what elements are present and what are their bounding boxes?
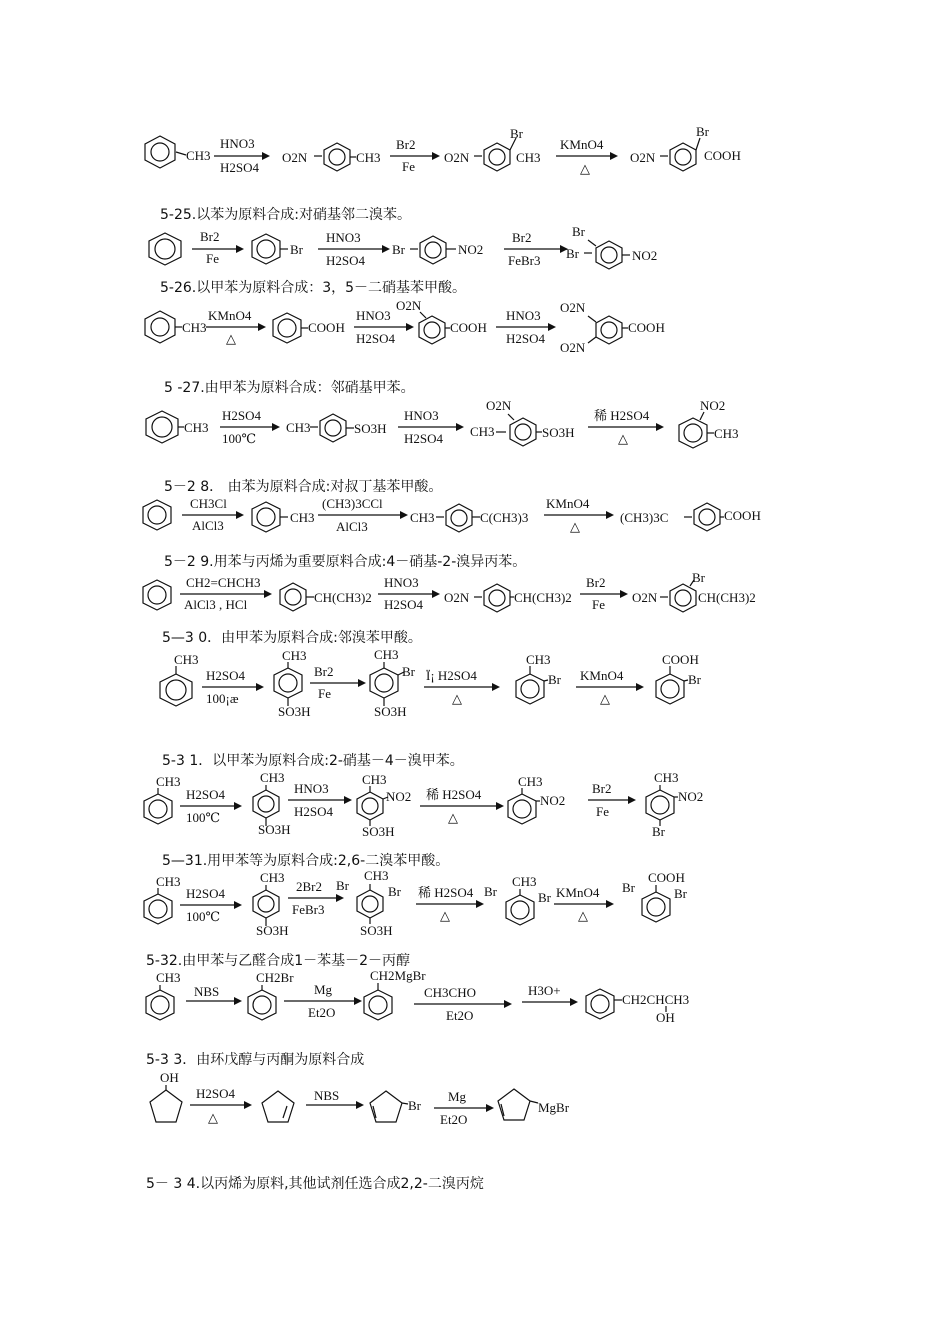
formula-label: 稀 H2SO4 bbox=[594, 408, 650, 423]
formula-label: SO3H bbox=[542, 425, 575, 440]
formula-label: CH3CHO bbox=[424, 985, 477, 1000]
formula-label: CH3 bbox=[364, 868, 389, 883]
title-5-31a: 5-3 1．以甲苯为原料合成:2-硝基－4－溴甲苯。 bbox=[162, 753, 464, 769]
formula-label: H2SO4 bbox=[404, 431, 444, 446]
reagent-h2so4: H2SO4 bbox=[220, 160, 260, 175]
scheme-5-25 bbox=[0, 225, 950, 275]
formula-label: Fe bbox=[402, 159, 415, 174]
formula-label: CH2=CHCH3 bbox=[186, 575, 261, 590]
title-5-29: 5－2 9.用苯与丙烯为重要原料合成:4－硝基-2-溴异丙苯。 bbox=[164, 554, 527, 570]
formula-label: NO2 bbox=[458, 242, 484, 257]
formula-label: △ bbox=[580, 161, 590, 176]
formula-label: SO3H bbox=[278, 704, 311, 719]
formula-label: Br bbox=[510, 126, 523, 141]
formula-label: NO2 bbox=[700, 398, 726, 413]
formula-label: CH3 bbox=[374, 647, 399, 662]
scheme-5-31b bbox=[0, 868, 950, 943]
formula-label: Fe bbox=[592, 597, 605, 612]
title-5-27: 5 -27.由甲苯为原料合成：邻硝基甲苯。 bbox=[164, 380, 415, 396]
formula-label: O2N bbox=[632, 590, 658, 605]
formula-label: HNO3 bbox=[404, 408, 439, 423]
title-5-33: 5-3 3．由环戊醇与丙酮为原料合成 bbox=[146, 1052, 365, 1068]
formula-label: COOH bbox=[308, 320, 345, 335]
formula-label: H2SO4 bbox=[222, 408, 262, 423]
formula-label: SO3H bbox=[354, 421, 387, 436]
formula-label: CH3 bbox=[518, 774, 543, 789]
formula-label: Br bbox=[408, 1098, 421, 1113]
formula-label: △ bbox=[440, 908, 450, 923]
formula-label: Mg bbox=[448, 1089, 467, 1104]
formula-label: CH3 bbox=[156, 970, 181, 985]
formula-label: △ bbox=[208, 1110, 218, 1125]
formula-label: KMnO4 bbox=[208, 308, 252, 323]
formula-label: Br bbox=[696, 124, 709, 139]
formula-label: COOH bbox=[628, 320, 665, 335]
formula-label: CH(CH3)2 bbox=[314, 590, 372, 605]
scheme-5-27 bbox=[0, 396, 950, 456]
formula-label: Br bbox=[622, 880, 635, 895]
formula-label: AlCl3 , HCl bbox=[184, 597, 248, 612]
formula-label: CH(CH3)2 bbox=[514, 590, 572, 605]
formula-label: Br2 bbox=[586, 575, 606, 590]
formula-label: 100℃ bbox=[186, 909, 221, 924]
formula-label: CH3 bbox=[156, 874, 181, 889]
formula-label: Br bbox=[548, 672, 561, 687]
formula-label: CH3 bbox=[470, 424, 495, 439]
formula-label: COOH bbox=[648, 870, 685, 885]
formula-label: 100¡æ bbox=[206, 691, 239, 706]
formula-label: COOH bbox=[724, 508, 761, 523]
formula-label: Fe bbox=[206, 251, 219, 266]
scheme-5-30 bbox=[0, 646, 950, 726]
formula-label: CH3 bbox=[184, 420, 209, 435]
formula-label: HNO3 bbox=[506, 308, 541, 323]
formula-label: Br2 bbox=[396, 137, 416, 152]
formula-label: O2N bbox=[560, 300, 586, 315]
scheme-5-28 bbox=[0, 495, 950, 545]
formula-label: 2Br2 bbox=[296, 879, 322, 894]
formula-label: H2SO4 bbox=[384, 597, 424, 612]
scheme-row1 bbox=[0, 118, 950, 188]
formula-label: Br bbox=[484, 884, 497, 899]
formula-label: CH3 bbox=[362, 772, 387, 787]
formula-label: Fe bbox=[318, 686, 331, 701]
formula-label: CH3 bbox=[654, 770, 679, 785]
title-5-26: 5-26.以甲苯为原料合成：3，5－二硝基苯甲酸。 bbox=[160, 280, 467, 296]
formula-label: COOH bbox=[450, 320, 487, 335]
formula-label: O2N bbox=[444, 590, 470, 605]
formula-label: H2SO4 bbox=[294, 804, 334, 819]
benzene-ring bbox=[145, 136, 175, 168]
formula-label: HNO3 bbox=[356, 308, 391, 323]
formula-label: CH2CHCH3 bbox=[622, 992, 690, 1007]
formula-label: CH3 bbox=[516, 150, 541, 165]
formula-label: SO3H bbox=[360, 923, 393, 938]
title-5-30: 5—3 0．由甲苯为原料合成:邻溴苯甲酸。 bbox=[162, 630, 422, 646]
formula-label: CH3 bbox=[174, 652, 199, 667]
formula-label: NO2 bbox=[540, 793, 566, 808]
title-5-25: 5-25.以苯为原料合成:对硝基邻二溴苯。 bbox=[160, 207, 411, 223]
formula-label: Br bbox=[290, 242, 303, 257]
formula-label: Br bbox=[674, 886, 687, 901]
formula-label: NO2 bbox=[386, 789, 412, 804]
formula-label: AlCl3 bbox=[192, 518, 224, 533]
formula-label: Br bbox=[402, 664, 415, 679]
formula-label: Br2 bbox=[512, 230, 532, 245]
formula-label: (CH3)3C bbox=[620, 510, 669, 525]
formula-label: 100℃ bbox=[222, 431, 257, 446]
formula-label: Br bbox=[652, 824, 665, 839]
formula-label: H2SO4 bbox=[186, 886, 226, 901]
formula-label: CH3 bbox=[714, 426, 739, 441]
formula-label: H3O+ bbox=[528, 983, 561, 998]
formula-label: △ bbox=[600, 691, 610, 706]
formula-label: O2N bbox=[486, 398, 512, 413]
formula-label: CH(CH3)2 bbox=[698, 590, 756, 605]
formula-label: COOH bbox=[704, 148, 741, 163]
formula-label: FeBr3 bbox=[508, 253, 541, 268]
formula-label: CH3Cl bbox=[190, 496, 227, 511]
formula-label: 100℃ bbox=[186, 810, 221, 825]
formula-label: Et2O bbox=[440, 1112, 468, 1127]
formula-label: MgBr bbox=[538, 1100, 570, 1115]
formula-label: (CH3)3CCl bbox=[322, 496, 383, 511]
formula-label: O2N bbox=[630, 150, 656, 165]
formula-label: KMnO4 bbox=[580, 668, 624, 683]
scheme-5-29 bbox=[0, 572, 950, 622]
formula-label: SO3H bbox=[256, 923, 289, 938]
formula-label: △ bbox=[578, 908, 588, 923]
formula-label: O2N bbox=[444, 150, 470, 165]
formula-label: KMnO4 bbox=[560, 137, 604, 152]
formula-label: △ bbox=[618, 431, 628, 446]
formula-label: CH3 bbox=[512, 874, 537, 889]
formula-label: Br bbox=[566, 246, 579, 261]
formula-label: 稀 H2SO4 bbox=[418, 885, 474, 900]
formula-label: H2SO4 bbox=[206, 668, 246, 683]
formula-label: CH3 bbox=[182, 320, 207, 335]
formula-label: NO2 bbox=[678, 789, 704, 804]
formula-label: Ï¡ H2SO4 bbox=[426, 668, 477, 683]
formula-label: KMnO4 bbox=[556, 885, 600, 900]
formula-label: NBS bbox=[194, 984, 220, 999]
formula-label: △ bbox=[226, 331, 236, 346]
formula-label: NO2 bbox=[632, 248, 658, 263]
formula-label: CH3 bbox=[282, 648, 307, 663]
formula-label: Br bbox=[538, 890, 551, 905]
title-5-32: 5-32.由甲苯与乙醛合成1－苯基－2－丙醇 bbox=[146, 953, 411, 969]
formula-label: O2N bbox=[560, 340, 586, 355]
formula-label: OH bbox=[656, 1010, 675, 1025]
formula-label: Fe bbox=[596, 804, 609, 819]
formula-label: FeBr3 bbox=[292, 902, 325, 917]
formula-label: CH2MgBr bbox=[370, 968, 426, 983]
formula-label: Et2O bbox=[308, 1005, 336, 1020]
formula-label: Br bbox=[392, 242, 405, 257]
formula-label: Mg bbox=[314, 982, 333, 997]
formula-label: OH bbox=[160, 1070, 179, 1085]
formula-label: Br bbox=[388, 884, 401, 899]
formula-label: CH3 bbox=[410, 510, 435, 525]
o2n-label: O2N bbox=[282, 150, 308, 165]
formula-label: H2SO4 bbox=[506, 331, 546, 346]
formula-label: Br2 bbox=[200, 229, 220, 244]
formula-label: Et2O bbox=[446, 1008, 474, 1023]
formula-label: CH2Br bbox=[256, 970, 294, 985]
formula-label: Br2 bbox=[314, 664, 334, 679]
formula-label: H2SO4 bbox=[356, 331, 396, 346]
formula-label: CH3 bbox=[156, 774, 181, 789]
formula-label: CH3 bbox=[260, 870, 285, 885]
formula-label: CH3 bbox=[356, 150, 381, 165]
scheme-5-33 bbox=[0, 1066, 950, 1136]
formula-label: O2N bbox=[396, 298, 422, 313]
formula-label: Br2 bbox=[592, 781, 612, 796]
scheme-5-32 bbox=[0, 966, 950, 1031]
title-5-34: 5－ 3 4.以丙烯为原料,其他试剂任选合成2,2-二溴丙烷 bbox=[146, 1176, 484, 1192]
reagent-hno3: HNO3 bbox=[220, 136, 255, 151]
formula-label: H2SO4 bbox=[196, 1086, 236, 1101]
formula-label: CH3 bbox=[286, 420, 311, 435]
formula-label: KMnO4 bbox=[546, 496, 590, 511]
formula-label: CH3 bbox=[526, 652, 551, 667]
formula-label: HNO3 bbox=[384, 575, 419, 590]
formula-label: H2SO4 bbox=[326, 253, 366, 268]
formula-label: HNO3 bbox=[294, 781, 329, 796]
formula-label: △ bbox=[452, 691, 462, 706]
formula-label: △ bbox=[570, 519, 580, 534]
formula-label: Br bbox=[336, 878, 349, 893]
formula-label: HNO3 bbox=[326, 230, 361, 245]
ch3-label: CH3 bbox=[186, 148, 211, 163]
formula-label: H2SO4 bbox=[186, 787, 226, 802]
title-5-31b: 5—31.用甲苯等为原料合成:2,6-二溴苯甲酸。 bbox=[162, 853, 450, 869]
scheme-5-31a bbox=[0, 770, 950, 845]
formula-label: CH3 bbox=[260, 770, 285, 785]
formula-label: NBS bbox=[314, 1088, 340, 1103]
formula-label: △ bbox=[448, 810, 458, 825]
formula-label: SO3H bbox=[374, 704, 407, 719]
formula-label: AlCl3 bbox=[336, 519, 368, 534]
formula-label: COOH bbox=[662, 652, 699, 667]
scheme-5-26 bbox=[0, 294, 950, 354]
formula-label: Br bbox=[692, 570, 705, 585]
title-5-28: 5－2 8． 由苯为原料合成:对叔丁基苯甲酸。 bbox=[164, 479, 443, 495]
formula-label: Br bbox=[688, 672, 701, 687]
formula-label: CH3 bbox=[290, 510, 315, 525]
formula-label: 稀 H2SO4 bbox=[426, 787, 482, 802]
formula-label: C(CH3)3 bbox=[480, 510, 529, 525]
formula-label: SO3H bbox=[362, 824, 395, 839]
formula-label: SO3H bbox=[258, 822, 291, 837]
formula-label: Br bbox=[572, 224, 585, 239]
